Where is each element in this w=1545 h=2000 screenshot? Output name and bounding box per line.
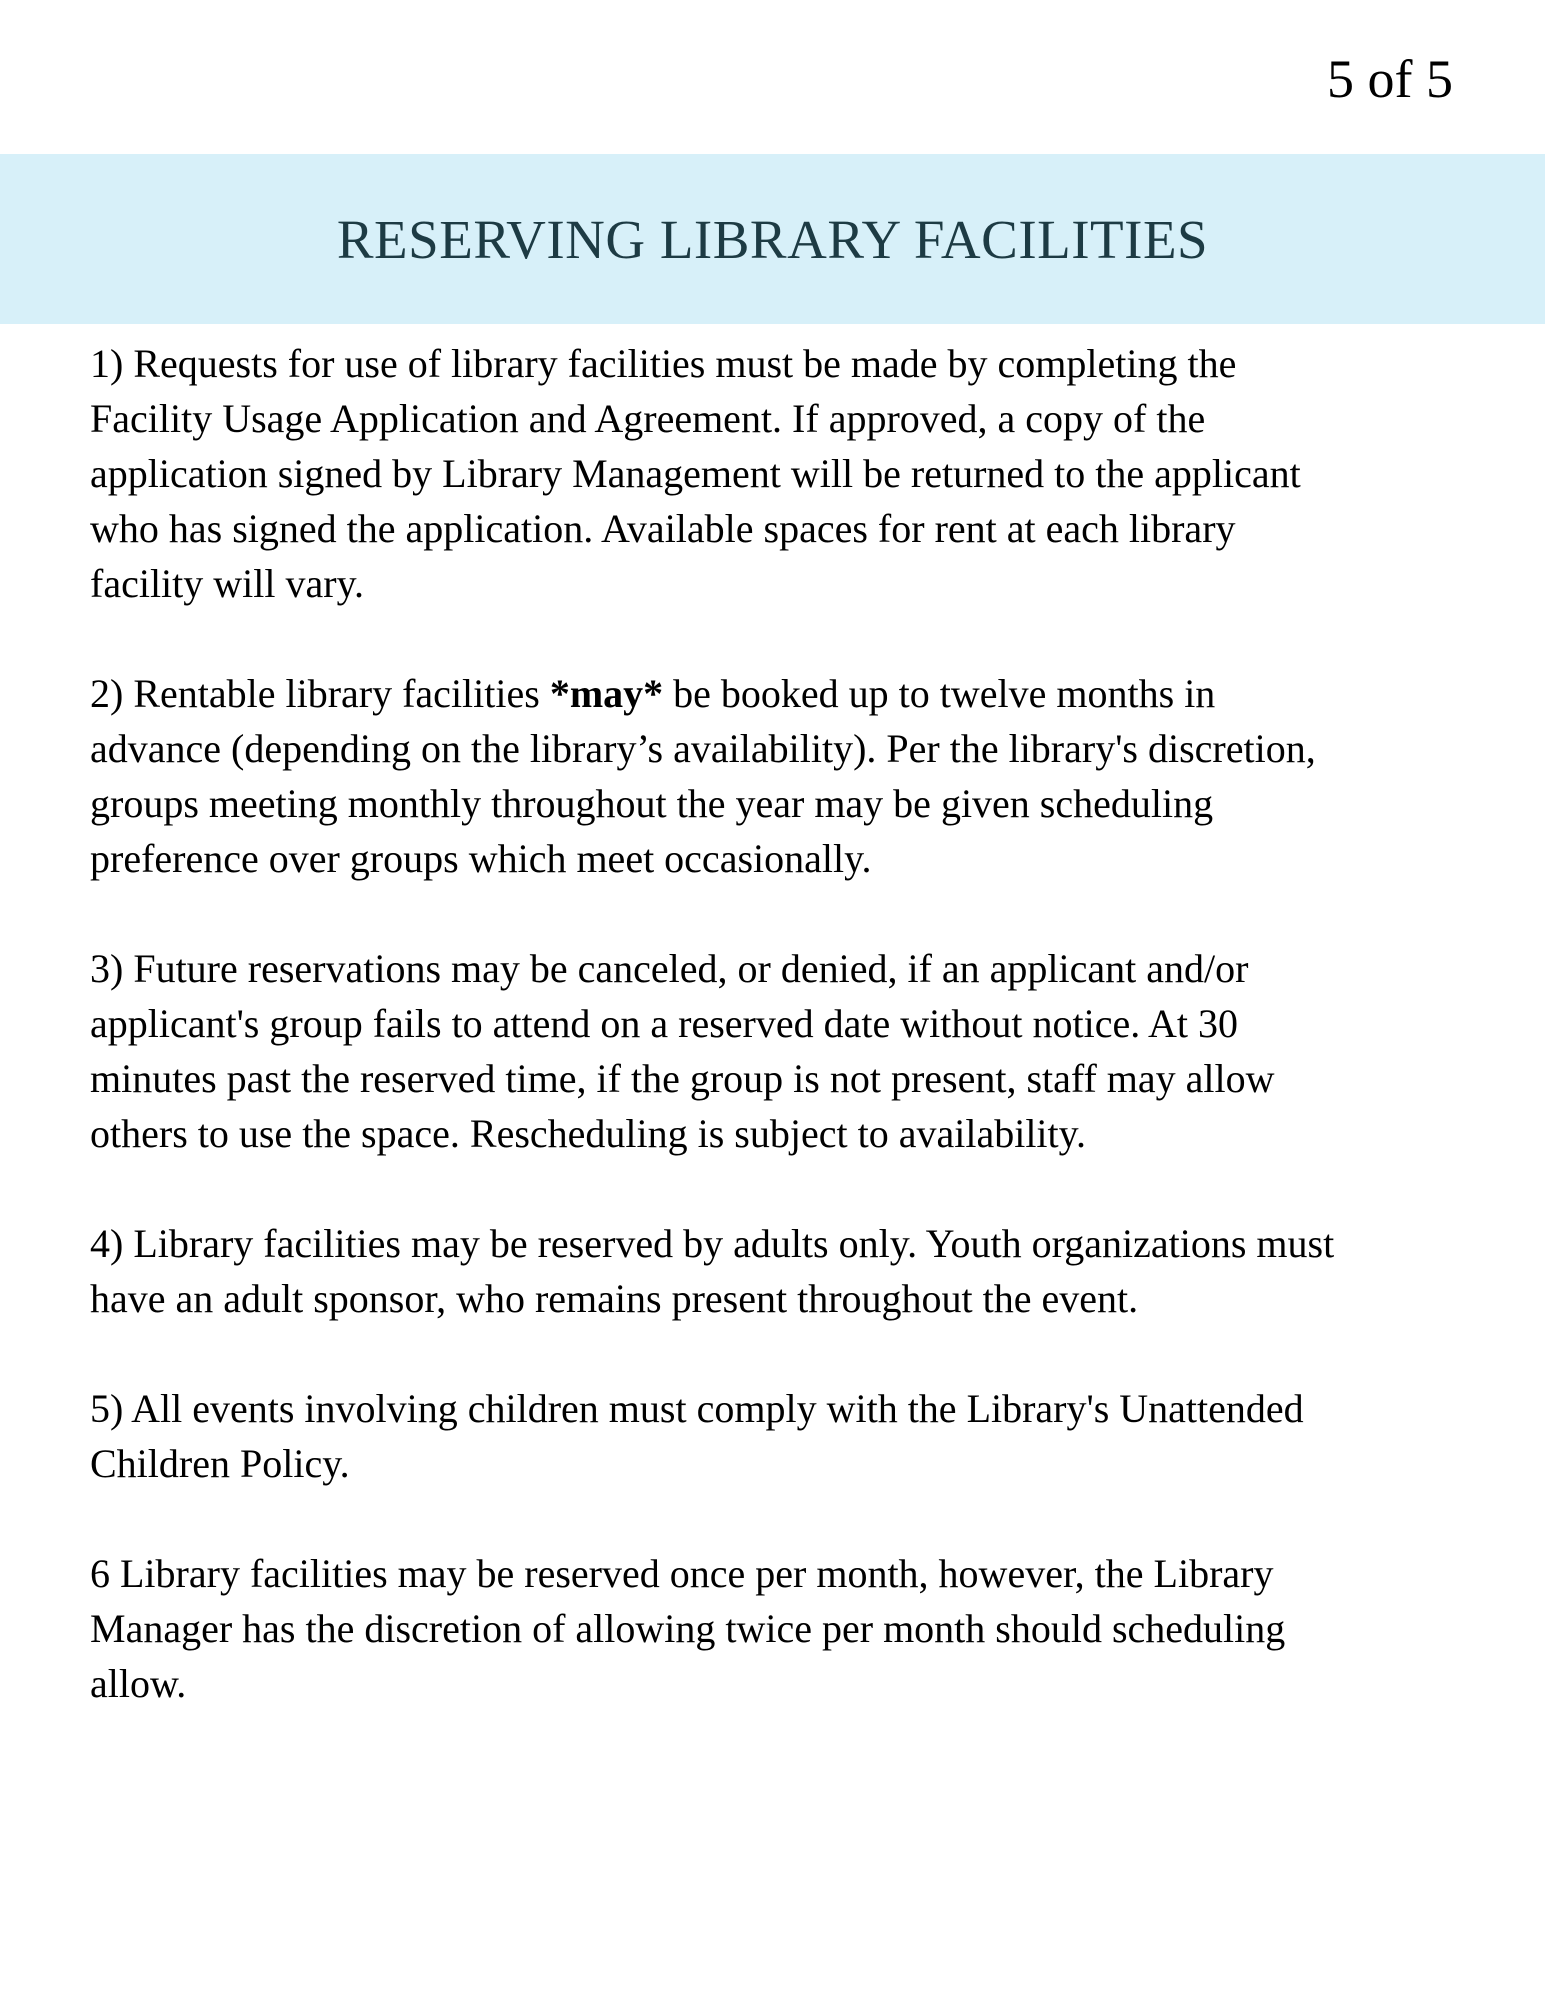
text-line: advance (depending on the library’s availability). Per the library's discretion, (90, 726, 1316, 771)
paragraph (90, 1381, 1457, 1491)
paragraph (90, 666, 1457, 886)
text-line: facility will vary. (90, 561, 364, 606)
text-line: 4) Library facilities may be reserved by adults only. Youth organizations must (90, 1221, 1335, 1266)
paragraph (90, 336, 1457, 611)
text-line: 3) Future reservations may be canceled, or denied, if an applicant and/or (90, 946, 1249, 991)
text-line: preference over groups which meet occasionally. (90, 836, 872, 881)
title-banner (0, 154, 1545, 324)
paragraph (90, 941, 1457, 1161)
document-body (90, 336, 1457, 1766)
text-line: Facility Usage Application and Agreement. If approved, a copy of the (90, 396, 1206, 441)
text-line: 2) Rentable library facilities *may* be booked up to twelve months in (90, 671, 1216, 716)
text-line: groups meeting monthly throughout the year may be given scheduling (90, 781, 1214, 826)
text-line: minutes past the reserved time, if the group is not present, staff may allow (90, 1056, 1275, 1101)
text-line: 6 Library facilities may be reserved once per month, however, the Library (90, 1551, 1274, 1596)
text-line: 1) Requests for use of library facilities must be made by completing the (90, 341, 1237, 386)
paragraph (90, 1546, 1457, 1711)
text-line: have an adult sponsor, who remains present throughout the event. (90, 1276, 1139, 1321)
text-line: Manager has the discretion of allowing twice per month should scheduling (90, 1606, 1286, 1651)
text-line: applicant's group fails to attend on a reserved date without notice. At 30 (90, 1001, 1239, 1046)
text-line: allow. (90, 1661, 187, 1706)
page-title: RESERVING LIBRARY FACILITIES (336, 208, 1209, 270)
page-number: 5 of 5 (1327, 49, 1453, 109)
paragraph (90, 1216, 1457, 1326)
text-line: application signed by Library Management will be returned to the applicant (90, 451, 1301, 496)
text-line: who has signed the application. Available spaces for rent at each library (90, 506, 1236, 551)
text-line: Children Policy. (90, 1441, 350, 1486)
text-line: others to use the space. Rescheduling is subject to availability. (90, 1111, 1087, 1156)
text-line: 5) All events involving children must comply with the Library's Unattended (90, 1386, 1304, 1431)
